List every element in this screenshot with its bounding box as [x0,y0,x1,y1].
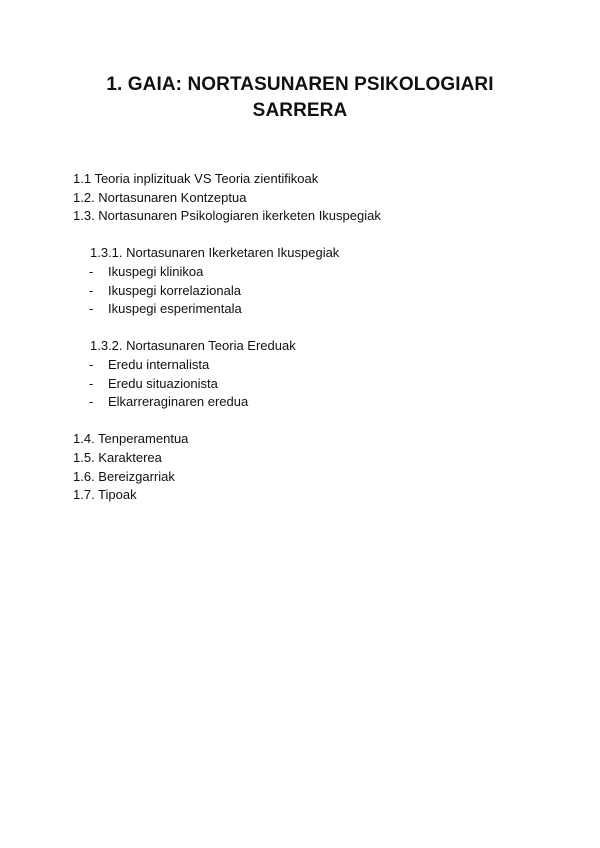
bullet-dash: - [89,301,94,317]
page-title-line-2: SARRERA [252,100,348,121]
list-item-label: Eredu situazionista [108,375,218,391]
bullet-dash: - [89,394,94,410]
list-item-label: Elkarreraginaren eredua [108,394,249,410]
bullet-dash: - [89,356,94,372]
spacer [73,412,381,431]
toc-item-1-1: 1.1 Teoria inplizituak VS Teoria zientifikoak [73,171,319,186]
bullet-dash: - [89,282,94,298]
toc-subsection-1-3-2: 1.3.2. Nortasunaren Teoria Ereduak [90,338,296,354]
page-title [0,72,600,124]
list-item-label: Ikuspegi esperimentala [108,301,242,317]
list-item [73,356,381,375]
list-item-label: Ikuspegi korrelazionala [108,282,241,298]
spacer [73,226,381,245]
list-item [73,263,381,282]
bullet-dash: - [89,375,94,391]
bullet-dash: - [89,263,94,279]
list-item-label: Ikuspegi klinikoa [108,263,204,279]
toc-item-1-6: 1.6. Bereizgarriak [73,468,175,484]
toc-item-1-5: 1.5. Karakterea [73,449,162,465]
toc-item-1-4: 1.4. Tenperamentua [73,431,189,447]
table-of-contents [73,170,381,505]
toc-subsection-1-3-1: 1.3.1. Nortasunaren Ikerketaren Ikuspegiak [90,245,340,261]
list-item-label: Eredu internalista [108,356,210,372]
list-item [73,300,381,319]
toc-item-1-2: 1.2. Nortasunaren Kontzeptua [73,189,247,205]
toc-item-1-3: 1.3. Nortasunaren Psikologiaren ikerketen Ikuspegiak [73,208,381,224]
toc-item-1-7: 1.7. Tipoak [73,487,137,503]
spacer [73,319,381,338]
page-title-line-1: 1. GAIA: NORTASUNAREN PSIKOLOGIARI [106,74,494,95]
list-item [73,393,381,412]
list-item [73,375,381,394]
list-item [73,282,381,301]
